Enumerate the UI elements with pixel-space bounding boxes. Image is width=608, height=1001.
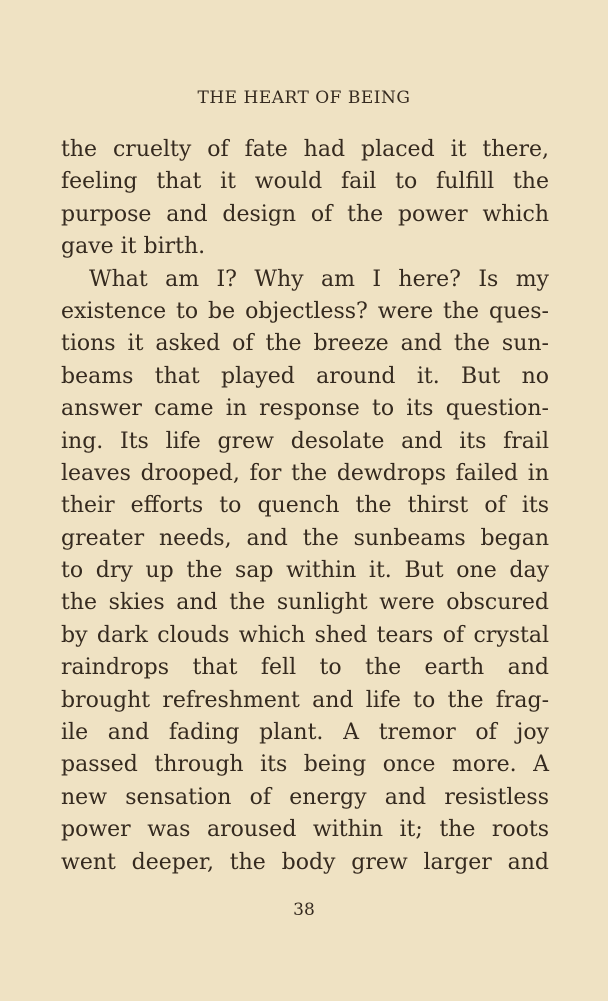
running-header: THE HEART OF BEING: [197, 88, 411, 108]
page-body-text: [61, 134, 549, 879]
text-line: brought refreshment and life to the frag-: [61, 687, 549, 713]
text-line: tions it asked of the breeze and the sun-: [61, 331, 549, 357]
text-line: to dry up the sap within it. But one day: [61, 558, 549, 584]
text-line: the skies and the sunlight were obscured: [61, 590, 549, 616]
text-line: feeling that it would fail to fulfill the: [61, 169, 549, 195]
text-line: existence to be objectless? were the ques-: [61, 298, 549, 324]
text-line: their efforts to quench the thirst of its: [61, 493, 549, 519]
text-line: gave it birth.: [61, 234, 206, 260]
page-number: 38: [293, 900, 315, 920]
text-line: What am I? Why am I here? Is my: [89, 266, 549, 292]
text-line: ing. Its life grew desolate and its frail: [61, 428, 549, 454]
text-line: greater needs, and the sunbeams began: [61, 525, 549, 551]
text-line: by dark clouds which shed tears of crystal: [61, 622, 549, 648]
text-line: power was aroused within it; the roots: [61, 817, 549, 843]
text-line: ile and fading plant. A tremor of joy: [61, 720, 549, 746]
text-line: answer came in response to its question-: [61, 396, 549, 422]
text-line: new sensation of energy and resistless: [61, 784, 549, 810]
text-line: beams that played around it. But no: [61, 363, 549, 389]
text-line: passed through its being once more. A: [61, 752, 549, 778]
text-line: went deeper, the body grew larger and: [61, 849, 549, 875]
text-line: purpose and design of the power which: [61, 201, 549, 227]
text-line: the cruelty of fate had placed it there,: [61, 137, 549, 162]
text-line: leaves drooped, for the dewdrops failed in: [61, 460, 549, 486]
text-line: raindrops that fell to the earth and: [61, 655, 549, 681]
